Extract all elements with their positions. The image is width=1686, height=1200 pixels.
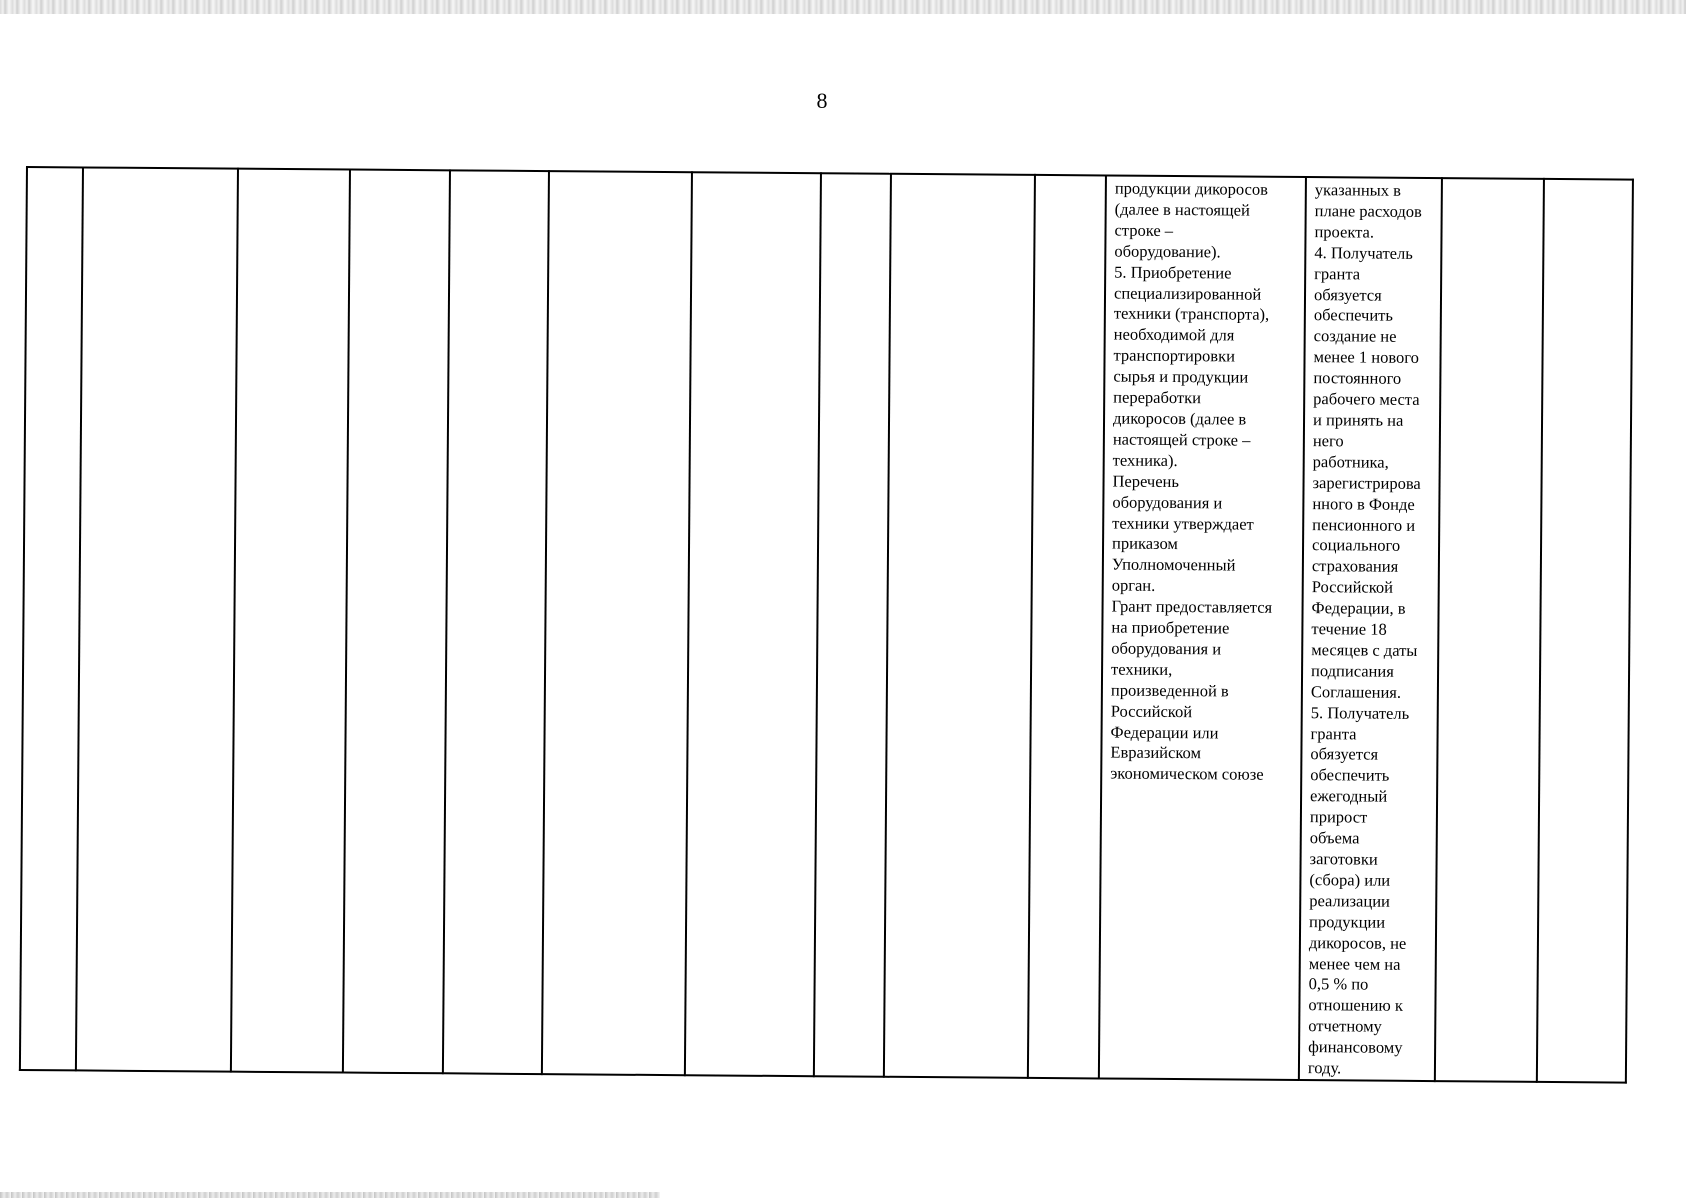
- table-cell-12: [1299, 177, 1442, 1081]
- page-number: 8: [816, 88, 828, 113]
- table-row: [20, 167, 1633, 1083]
- table-cell-8: [814, 173, 891, 1076]
- table-cell-14: [1537, 179, 1633, 1083]
- table-cell-10: [1028, 175, 1106, 1078]
- scan-edge-top: [0, 0, 1686, 14]
- grant-conditions-text: продукции дикоросов (далее в настоящей строке – оборудование). 5. Приобретение специализированной техники (транспорта), необходимой для транспортировки сырья и продукции переработки дикоросов (далее в настоящей строке – техника). Перечень оборудования и техники утверждает приказом Уполномоченный орган. Грант предоставляется на приобретение оборудования и техники, произведенной в Российской Федерации или Евразийском экономическом союзе: [1110, 178, 1273, 785]
- table-cell-7: [685, 172, 821, 1076]
- document-table: [19, 166, 1632, 1079]
- table-cell-11: [1099, 175, 1306, 1080]
- table-cell-1: [20, 167, 83, 1070]
- table-cell-5: [443, 170, 549, 1074]
- grant-obligations-text: указанных в плане расходов проекта. 4. Получатель гранта обязуется обеспечить создание не менее 1 нового постоянного рабочего места и принять на него работника, зарегистрирова нного в Фонде пенсионного и социального страхования Российской Федерации, в течение 18 месяцев с даты подписания Соглашения. 5. Получатель гранта обязуется обеспечить ежегодный прирост объема заготовки (сбора) или реализации продукции дикоросов, не менее чем на 0,5 % по отношению к отчетному финансовому году.: [1307, 180, 1422, 1078]
- table-cell-9: [884, 174, 1035, 1078]
- scan-edge-bottom: [0, 1192, 660, 1198]
- table-cell-4: [343, 170, 450, 1074]
- table-cell-3: [231, 169, 350, 1073]
- table-cell-6: [542, 171, 692, 1075]
- table-cell-13: [1435, 178, 1544, 1082]
- table-cell-2: [76, 167, 238, 1071]
